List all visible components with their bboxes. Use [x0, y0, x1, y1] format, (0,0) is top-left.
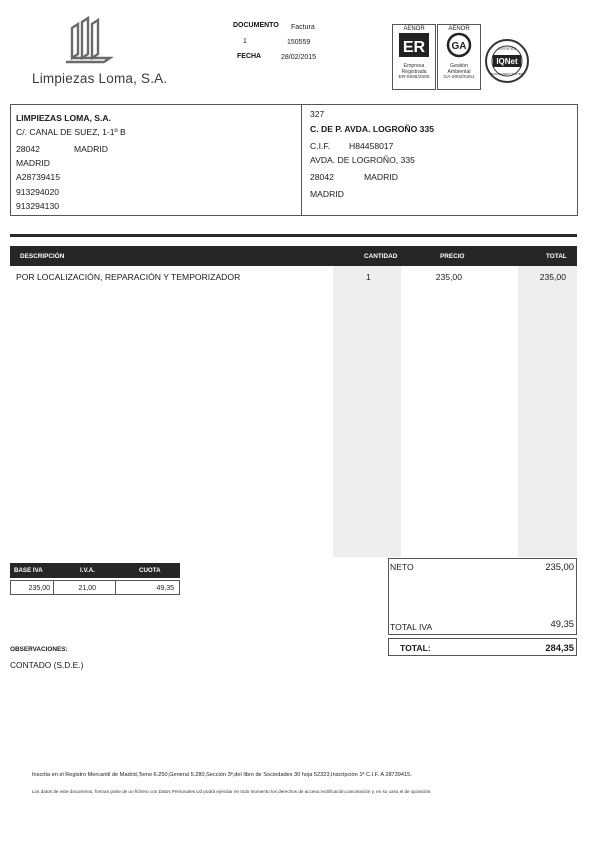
- iva-pct: 21,00: [78, 585, 96, 592]
- iva-th-base: BASE IVA: [14, 567, 43, 574]
- aenor-er-icon: [393, 32, 435, 58]
- cert-mark: ER: [402, 39, 426, 56]
- cert-mark: IQNet: [496, 57, 518, 66]
- iva-cuota: 49,35: [156, 585, 174, 592]
- cert-sub1: Empresa: [403, 63, 425, 69]
- total-label: TOTAL:: [400, 643, 431, 653]
- row-precio: 235,00: [435, 272, 462, 282]
- top-rule: [10, 234, 577, 237]
- table-header: [10, 246, 577, 266]
- cert-title: AENOR: [448, 26, 470, 32]
- cert-mark: GA: [451, 41, 467, 52]
- total-iva-label: TOTAL IVA: [390, 622, 433, 632]
- total-iva-value: 49,35: [550, 618, 574, 629]
- iva-base: 235,00: [28, 585, 50, 592]
- neto-label: NETO: [390, 562, 414, 572]
- documento-label: DOCUMENTO: [233, 22, 279, 29]
- cert-sub1: Gestión: [450, 63, 468, 69]
- emisor-province: MADRID: [16, 158, 50, 168]
- cert-title: AENOR: [403, 26, 425, 32]
- cliente-street: AVDA. DE LOGROÑO, 335: [310, 155, 415, 165]
- cliente-name: C. DE P. AVDA. LOGROÑO 335: [310, 124, 434, 134]
- neto-value: 235,00: [545, 561, 574, 572]
- cliente-code: 327: [310, 109, 325, 119]
- iva-separator: [53, 580, 54, 595]
- footer-registro: Inscrita en el Registro Mercantil de Madrid,Tomo 6.250,General 5.280,Sección 3ª,del libro de Sociedades 30 hoja 52323,Inscripción 1ª C.I.F. A 28739415.: [32, 772, 412, 778]
- observaciones-label: OBSERVACIONES:: [10, 646, 68, 653]
- th-precio: PRECIO: [440, 253, 465, 260]
- cliente-city: MADRID: [364, 172, 398, 182]
- footer-privacidad: Los datos de este documento, forman parte de un fichero con Datos Personales.Ud podrá ejercitar en todo momento los derechos de acceso,rectificación,cancelación y, en su caso,el de oposición.: [32, 789, 432, 794]
- cert-sub2: MANAGEMENT SYSTEM: [490, 72, 524, 76]
- fecha-value: 28/02/2015: [281, 54, 317, 61]
- cert-sub1: CERTIFIED: [497, 47, 517, 51]
- emisor-phone1: 913294020: [16, 187, 60, 197]
- th-descripcion: DESCRIPCIÓN: [20, 253, 65, 260]
- emisor-street: C/. CANAL DE SUEZ, 1-1º B: [16, 127, 126, 137]
- total-column-shade: [518, 266, 577, 557]
- cantidad-column-shade: [333, 266, 401, 557]
- numero-value: 150559: [287, 39, 311, 46]
- aenor-er-badge: [392, 24, 436, 90]
- cert-sub2: Registrada: [401, 69, 427, 75]
- emisor-cp: 28042: [16, 144, 40, 154]
- th-total: TOTAL: [546, 253, 567, 260]
- cliente-cp: 28042: [310, 172, 334, 182]
- company-name: Limpiezas Loma, S.A.: [32, 71, 168, 86]
- cliente-province: MADRID: [310, 189, 344, 199]
- row-descripcion: POR LOCALIZACIÓN, REPARACIÓN Y TEMPORIZADOR: [16, 272, 241, 282]
- th-cantidad: CANTIDAD: [364, 253, 398, 260]
- aenor-ga-badge: [437, 24, 481, 90]
- iva-th-iva: I.V.A.: [80, 567, 95, 574]
- cliente-cif: H84458017: [349, 141, 394, 151]
- documento-value: Factura: [291, 24, 315, 31]
- total-value: 284,35: [545, 642, 574, 653]
- row-total: 235,00: [539, 272, 566, 282]
- serie-value: 1: [243, 38, 247, 45]
- iqnet-badge-icon: [484, 38, 530, 84]
- address-divider: [301, 104, 302, 215]
- cert-sub2: Ambiental: [447, 69, 471, 75]
- emisor-phone2: 913294130: [16, 201, 60, 211]
- row-cantidad: 1: [366, 272, 371, 282]
- emisor-name: LIMPIEZAS LOMA, S.A.: [16, 113, 112, 123]
- fecha-label: FECHA: [237, 53, 262, 60]
- iva-separator: [115, 580, 116, 595]
- company-logo-icon: [62, 14, 116, 70]
- aenor-ga-icon: [438, 32, 480, 58]
- cert-code: GA-2002/0251: [443, 75, 475, 80]
- emisor-city: MADRID: [74, 144, 108, 154]
- iva-th-cuota: CUOTA: [139, 567, 161, 574]
- cert-code: ER-0838/2000: [398, 75, 430, 80]
- emisor-cif: A28739415: [16, 172, 60, 182]
- observaciones-value: CONTADO (S.D.E.): [10, 660, 84, 670]
- cliente-cif-label: C.I.F.: [310, 141, 331, 151]
